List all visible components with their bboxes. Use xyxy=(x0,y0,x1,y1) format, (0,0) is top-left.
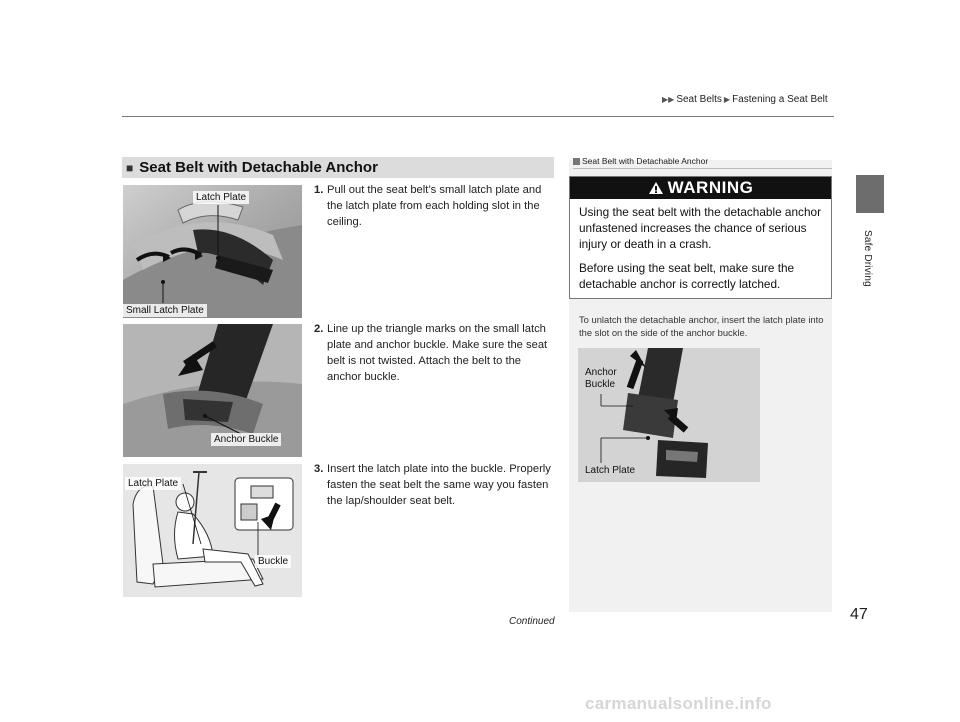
breadcrumb-arrow-icon: ▶ xyxy=(723,95,731,104)
breadcrumb-item[interactable]: Fastening a Seat Belt xyxy=(732,94,828,105)
small-latch-plate-callout: Small Latch Plate xyxy=(123,304,207,317)
section-square-icon: ■ xyxy=(126,160,134,175)
warning-triangle-icon xyxy=(648,181,664,195)
latch-plate-callout: Latch Plate xyxy=(585,465,636,476)
step-text: Insert the latch plate into the buckle. Properly fasten the seat belt the same way you fasten the lap/shoulder seat belt. xyxy=(327,463,551,507)
buckle-callout: Buckle xyxy=(255,555,291,568)
anchor-buckle-callout: Anchor Buckle xyxy=(211,433,281,446)
step-text: Pull out the seat belt’s small latch plate and the latch plate from each holding slot in the ceiling. xyxy=(327,184,542,228)
chapter-tab xyxy=(856,175,884,213)
breadcrumb-arrow-icon: ▶▶ xyxy=(662,95,675,104)
step-number: 1. xyxy=(314,184,324,196)
breadcrumb-item[interactable]: Seat Belts xyxy=(676,94,722,105)
side-note-title: Seat Belt with Detachable Anchor xyxy=(573,156,708,166)
latch-plate-callout: Latch Plate xyxy=(193,191,249,204)
step-2 xyxy=(314,321,553,385)
step-3 xyxy=(314,461,553,509)
page-number: 47 xyxy=(850,606,868,623)
continued-label: Continued xyxy=(509,616,555,627)
warning-paragraph: Before using the seat belt, make sure the detachable anchor is correctly latched. xyxy=(579,261,795,291)
ceiling-latch-figure xyxy=(123,185,302,318)
section-title: Seat Belt with Detachable Anchor xyxy=(139,159,378,176)
chapter-label: Safe Driving xyxy=(862,230,873,287)
side-note-divider xyxy=(573,168,832,169)
warning-label: WARNING xyxy=(667,178,754,197)
step-1 xyxy=(314,182,553,230)
step-number: 3. xyxy=(314,463,324,475)
ceiling-latch-illustration xyxy=(123,185,302,318)
warning-paragraph: Using the seat belt with the detachable anchor unfastened increases the chance of serious injury or death in a crash. xyxy=(579,205,821,251)
note-marker-icon xyxy=(573,158,580,165)
latch-plate-callout: Latch Plate xyxy=(125,477,181,490)
header-divider xyxy=(122,116,834,117)
anchor-buckle-callout: Anchor Buckle xyxy=(585,367,617,390)
section-heading xyxy=(122,157,554,178)
warning-header xyxy=(570,177,831,199)
watermark: carmanualsonline.info xyxy=(585,694,772,713)
unlatch-instructions: To unlatch the detachable anchor, insert the latch plate into the slot on the side of the anchor buckle. xyxy=(579,314,824,338)
breadcrumb xyxy=(660,94,828,105)
step-text: Line up the triangle marks on the small latch plate and anchor buckle. Make sure the seat belt is not twisted. Attach the belt to the anchor buckle. xyxy=(327,323,548,383)
step-number: 2. xyxy=(314,323,324,335)
